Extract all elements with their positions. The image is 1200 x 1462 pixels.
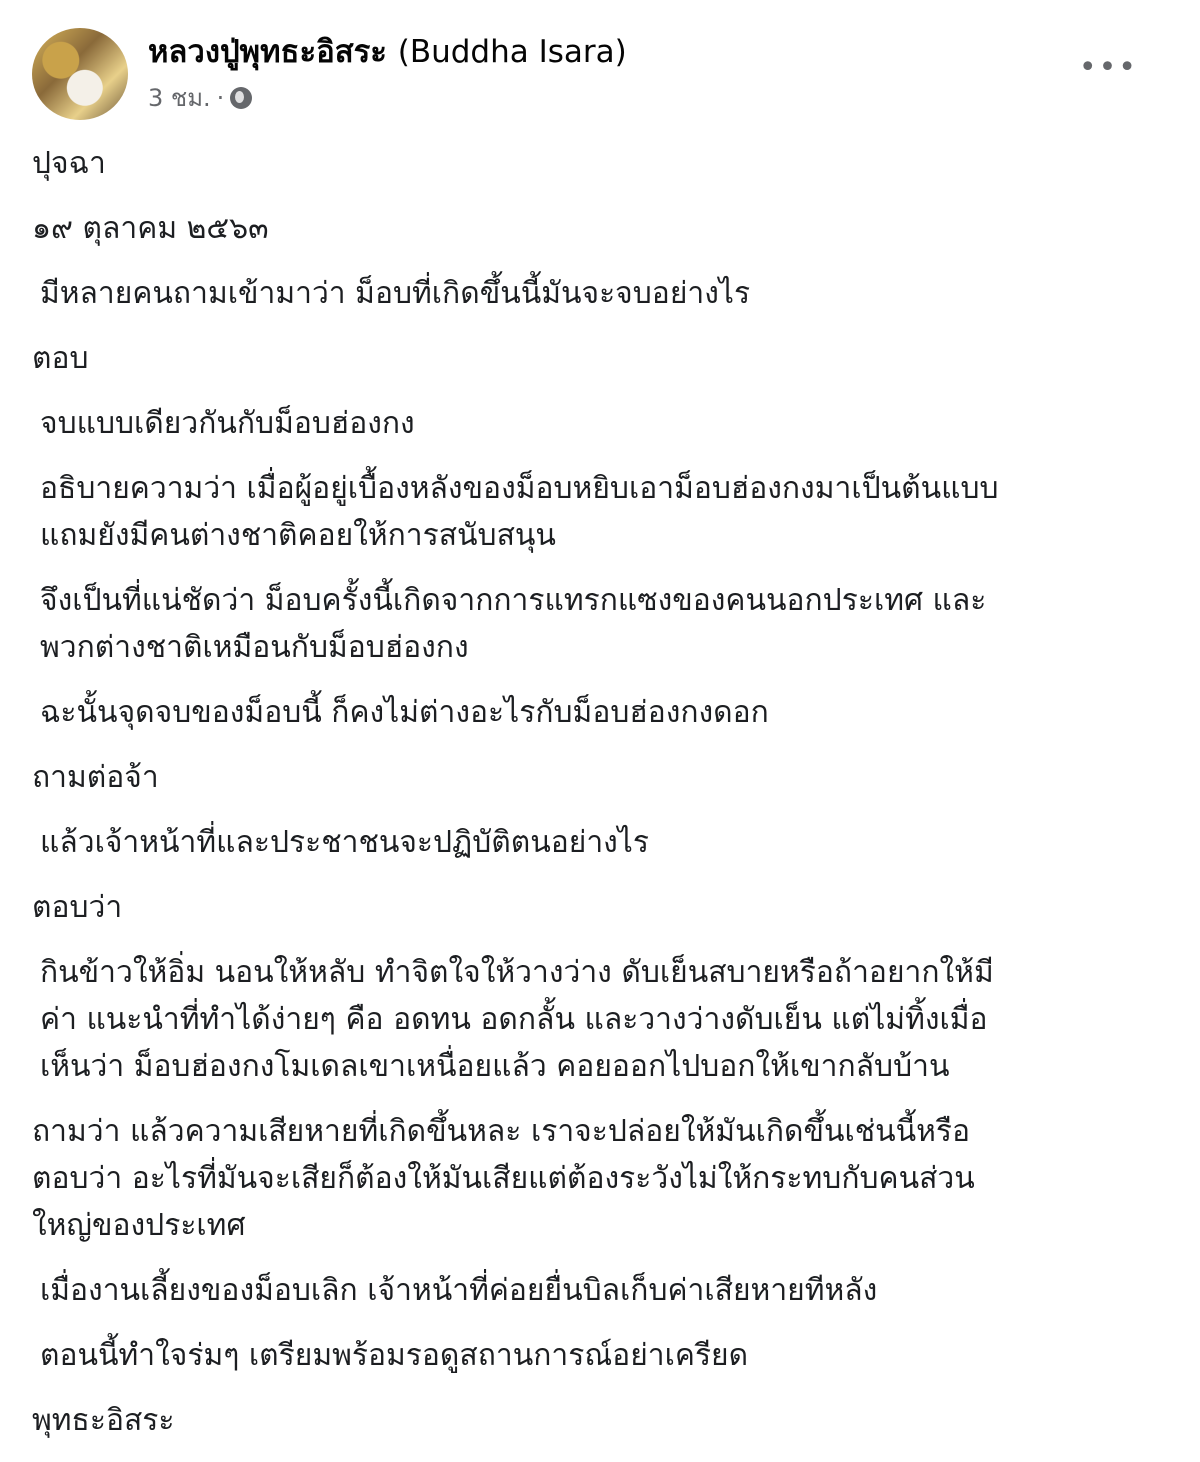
post-paragraph [32, 1397, 1172, 1444]
post-meta [148, 78, 252, 117]
post-text-line: จบแบบเดียวกันกับม็อบฮ่องกง [40, 406, 415, 441]
post-paragraph [32, 884, 1172, 931]
post-text-line: ๑๙ ตุลาคม ๒๕๖๓ [32, 211, 269, 246]
post-paragraph [32, 754, 1172, 801]
post-text-line: ตอบ [32, 341, 89, 376]
author-name-thai[interactable]: หลวงปู่พุทธะอิสระ [148, 34, 387, 70]
post-body [32, 140, 1172, 1462]
post-paragraph [32, 949, 1172, 1090]
post-text-line: แล้วเจ้าหน้าที่และประชาชนจะปฏิบัติตนอย่างไร [40, 825, 650, 860]
meta-separator: · [216, 83, 225, 112]
post-paragraph [32, 1332, 1172, 1379]
post-timestamp[interactable]: 3 ชม. [148, 84, 211, 112]
post-text-line: จึงเป็นที่แน่ชัดว่า ม็อบครั้งนี้เกิดจากการแทรกแซงของคนนอกประเทศ และ [40, 583, 987, 618]
author-name-english[interactable]: (Buddha Isara) [397, 34, 627, 70]
post-text-line: ตอนนี้ทำใจร่มๆ เตรียมพร้อมรอดูสถานการณ์อย่าเครียด [40, 1338, 749, 1373]
post-text-line: เห็นว่า ม็อบฮ่องกงโมเดลเขาเหนื่อยแล้ว คอยออกไปบอกให้เขากลับบ้าน [40, 1049, 950, 1084]
post-text-line: ฉะนั้นจุดจบของม็อบนี้ ก็คงไม่ต่างอะไรกับม็อบฮ่องกงดอก [40, 695, 769, 730]
post-text-line: พุทธะอิสระ [32, 1403, 175, 1438]
post-text-line: ปุจฉา [32, 146, 106, 181]
author-avatar[interactable] [32, 28, 128, 120]
post-text-line: มีหลายคนถามเข้ามาว่า ม็อบที่เกิดขึ้นนี้มันจะจบอย่างไร [40, 276, 751, 311]
post-text-line: แถมยังมีคนต่างชาติคอยให้การสนับสนุน [40, 518, 556, 553]
post-text-line: ตอบว่า อะไรที่มันจะเสียก็ต้องให้มันเสียแต่ต้องระวังไม่ให้กระทบกับคนส่วน [32, 1161, 975, 1196]
post-text-line: ถามต่อจ้า [32, 760, 159, 795]
post-paragraph [32, 465, 1172, 559]
post-paragraph [32, 1108, 1172, 1249]
post-paragraph [32, 577, 1172, 671]
post-paragraph [32, 140, 1172, 187]
globe-icon[interactable] [230, 87, 252, 109]
post-paragraph [32, 335, 1172, 382]
author-name[interactable] [148, 26, 627, 76]
post-paragraph [32, 689, 1172, 736]
post-text-line: ค่า แนะนำที่ทำได้ง่ายๆ คือ อดทน อดกลั้น และวางว่างดับเย็น แต่ไม่ทิ้งเมื่อ [40, 1002, 988, 1037]
post-paragraph [32, 819, 1172, 866]
post-text-line: กินข้าวให้อิ่ม นอนให้หลับ ทำจิตใจให้วางว่าง ดับเย็นสบายหรือถ้าอยากให้มี [40, 955, 994, 990]
post-paragraph [32, 400, 1172, 447]
post-text-line: เมื่องานเลี้ยงของม็อบเลิก เจ้าหน้าที่ค่อยยื่นบิลเก็บค่าเสียหายทีหลัง [40, 1273, 878, 1308]
post-text-line: ใหญ่ของประเทศ [32, 1208, 246, 1243]
post-text-line: ตอบว่า [32, 890, 123, 925]
post-paragraph [32, 205, 1172, 252]
more-options-button[interactable]: ••• [1078, 50, 1138, 85]
post-text-line: พวกต่างชาติเหมือนกับม็อบฮ่องกง [40, 630, 469, 665]
post-text-line: ถามว่า แล้วความเสียหายที่เกิดขึ้นหละ เราจะปล่อยให้มันเกิดขึ้นเช่นนี้หรือ [32, 1114, 971, 1149]
post-paragraph [32, 270, 1172, 317]
post-text-line: อธิบายความว่า เมื่อผู้อยู่เบื้องหลังของม็อบหยิบเอาม็อบฮ่องกงมาเป็นต้นแบบ [40, 471, 999, 506]
post-paragraph [32, 1267, 1172, 1314]
